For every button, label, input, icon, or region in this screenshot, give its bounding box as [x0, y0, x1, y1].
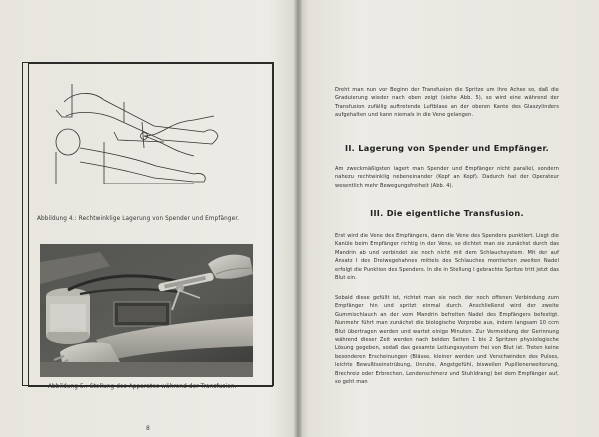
- figure-5-caption: Abbildung 5.: Stellung des Apparates während der Transfusion.: [48, 384, 237, 390]
- paragraph-text: Sobald diese gefüllt ist, richtet man sie noch der noch offenen Verbindung zum Empfänger hin und spritzt einmal durch. Anschließend wird der zweite Gummischlauch an der vom Mandrin befreiten Nadel des Empfängers befestigt. Nunmehr führt man zunächst die biologische Vorprobe aus, indem langsam 10 ccm Blut übertragen werden und wartet einige Minuten. Zur Vermeidung der Gerinnung während dieser Zeit werden nach beiden Seiten 1 bis 2 Spritzen physiologische Lösung gegeben, sodaß das gesamte Leitungssystem frei von Blut ist. Treten keine besonderen Erscheinungen (Blässe, kleiner werden und Verschwinden des Pulses, leichte Bewußtseinstrübung, Unruhe, Angstgefühl, bisweilen Pupillenerweiterung, Brechreiz oder Erbrechen, Lendenschmerz und Stuhldrang) bei dem Empfänger auf, so geht man: [335, 295, 559, 386]
- book-gutter: [294, 0, 302, 437]
- paragraph-text: Dreht man nun vor Beginn der Transfusion die Spritze um ihre Achse so, daß die Graduierung wieder nach oben zeigt (siehe Abb. 5), so wird eine während der Transfusion zufällig auftretende Luftblase an der oberen Kante des Glaszylinders aufgehalten und kann niemals in die Vene gelangen.: [335, 87, 559, 119]
- figure-5-photo: [40, 244, 253, 377]
- section-heading-transfusion: III. Die eigentliche Transfusion.: [370, 208, 524, 218]
- paragraph-lagerung: [335, 165, 559, 190]
- figure-4-illustration: [44, 82, 224, 184]
- paragraph-punktion: [335, 232, 559, 282]
- figure-4-caption: Abbildung 4.: Rechtwinklige Lagerung von Spender und Empfänger.: [37, 216, 240, 222]
- paragraph-vorprobe: [335, 294, 559, 386]
- paragraph-text: Am zweckmäßigsten lagert man Spender und Empfänger nicht parallel, sondern nahezu rechtwinklig nebeneinander (Kopf an Kopf). Dadurch hat der Operateur wesentlich mehr Bewegungsfreiheit (Abb. 4).: [335, 166, 559, 189]
- section-heading-lagerung: II. Lagerung von Spender und Empfänger.: [344, 143, 550, 153]
- paragraph-intro: [335, 86, 559, 120]
- paragraph-text: Erst wird die Vene des Empfängers, dann die Vene des Spenders punktiert. Liegt die Kanüle beim Empfänger richtig in der Vene, so dichtet man sie zunächst durch das Mandrin ab und verbindet sie noch nicht mit dem Schlauchsystem. Mit der auf Ansatz I des Dreiwegehahnes mittels des Schlauches montierten zweiten Nadel erfolgt die Punktion des Spenders. In die in Stellung I gebrachte Spritze tritt jetzt das Blut ein.: [335, 233, 559, 282]
- page-number: 8: [146, 425, 150, 432]
